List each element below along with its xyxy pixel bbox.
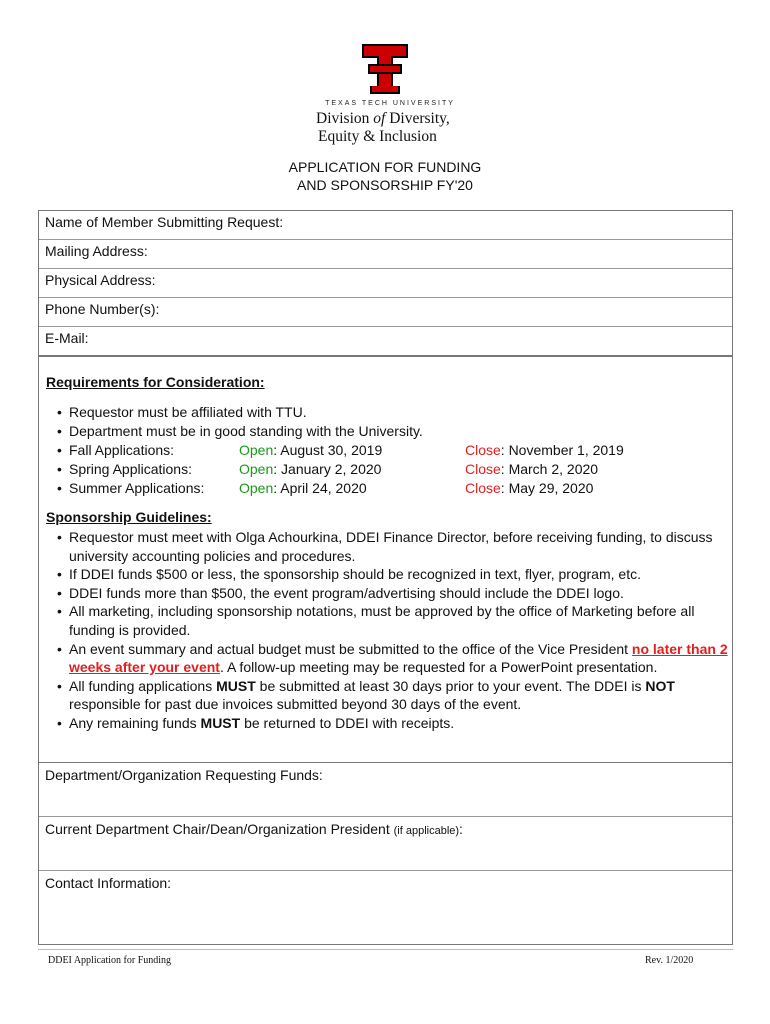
university-name: TEXAS TECH UNIVERSITY: [325, 100, 455, 107]
list-item: • An event summary and actual budget must be submitted to the office of the Vice President no later than 2 weeks after your event. A follow-up meeting may be requested for a PowerPoint presentation.: [57, 640, 728, 676]
schedule-fall: • Fall Applications: Open: August 30, 2019 Close: November 1, 2019: [57, 442, 624, 458]
double-t-logo-icon: [362, 44, 408, 96]
applicant-info-table: [38, 210, 733, 357]
division-name-line2: Equity & Inclusion: [318, 128, 437, 145]
list-item: • Requestor must be affiliated with TTU.: [57, 404, 307, 420]
sponsorship-list: [57, 528, 729, 733]
organization-info-table: [38, 762, 733, 945]
page-title: APPLICATION FOR FUNDING AND SPONSORSHIP FY'20: [288, 159, 482, 193]
guidelines-section: [38, 354, 733, 762]
footer-divider: [38, 949, 733, 950]
contact-information-field[interactable]: Contact Information:: [45, 875, 172, 891]
footer-revision: Rev. 1/2020: [645, 955, 694, 966]
department-chair-field[interactable]: Current Department Chair/Dean/Organization President (if applicable):: [39, 817, 732, 871]
list-item: • If DDEI funds $500 or less, the sponsorship should be recognized in text, flyer, program, etc.: [57, 566, 641, 583]
member-name-field[interactable]: Name of Member Submitting Request:: [39, 211, 732, 240]
list-item: • All marketing, including sponsorship notations, must be approved by the office of Marketing before all funding is provided.: [57, 603, 695, 638]
list-item: • Department must be in good standing with the University.: [57, 423, 423, 439]
division-name-line1: Division of Diversity,: [316, 110, 450, 127]
department-organization-field[interactable]: Department/Organization Requesting Funds:: [39, 763, 732, 817]
email-field[interactable]: E-Mail:: [39, 327, 732, 356]
schedule-spring: • Spring Applications: Open: January 2, 2020 Close: March 2, 2020: [57, 461, 599, 477]
list-item: • DDEI funds more than $500, the event program/advertising should include the DDEI logo.: [57, 584, 624, 601]
physical-address-field[interactable]: Physical Address:: [39, 269, 732, 298]
list-item: • Any remaining funds MUST be returned to DDEI with receipts.: [57, 714, 455, 731]
requirements-list: [57, 404, 717, 499]
mailing-address-field[interactable]: Mailing Address:: [39, 240, 732, 269]
requirements-heading: Requirements for Consideration:: [46, 374, 265, 390]
list-item: • All funding applications MUST be submitted at least 30 days prior to your event. The DDEI is NOT responsible for past due invoices submitted beyond 30 days of the event.: [57, 677, 675, 713]
footer-document-name: DDEI Application for Funding: [48, 955, 172, 966]
sponsorship-heading: Sponsorship Guidelines:: [46, 509, 212, 525]
schedule-summer: • Summer Applications: Open: April 24, 2020 Close: May 29, 2020: [57, 480, 594, 496]
phone-number-field[interactable]: Phone Number(s):: [39, 298, 732, 327]
list-item: • Requestor must meet with Olga Achourkina, DDEI Finance Director, before receiving funding, to discuss university accounting policies and procedures.: [57, 529, 713, 564]
